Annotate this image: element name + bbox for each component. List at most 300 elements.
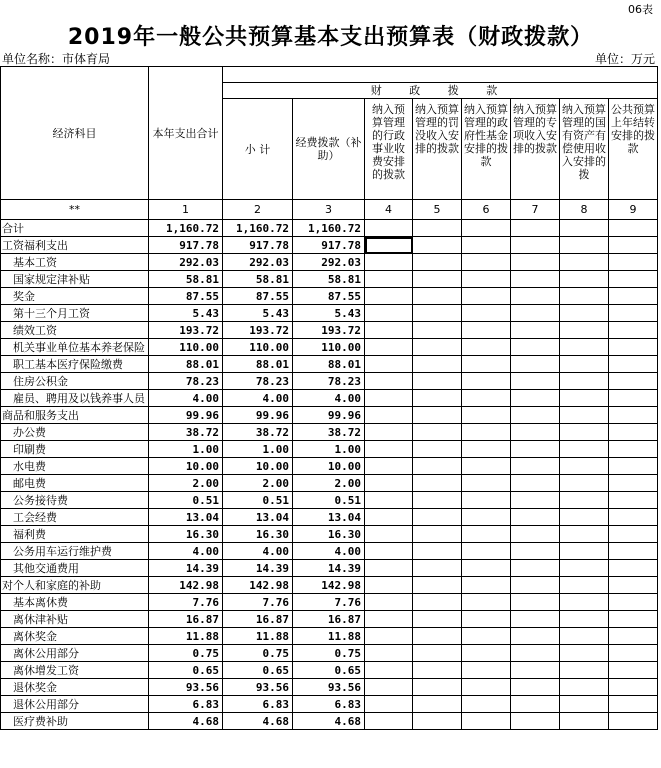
cell-col5[interactable] xyxy=(413,254,462,271)
cell-subject[interactable]: 公务用车运行维护费 xyxy=(1,543,149,560)
cell-col4[interactable] xyxy=(365,458,413,475)
cell-total[interactable]: 2.00 xyxy=(149,475,223,492)
cell-subtotal[interactable]: 4.00 xyxy=(223,543,293,560)
cell-grant[interactable]: 13.04 xyxy=(293,509,365,526)
cell-total[interactable]: 110.00 xyxy=(149,339,223,356)
cell-col6[interactable] xyxy=(462,305,511,322)
cell-grant[interactable]: 38.72 xyxy=(293,424,365,441)
cell-col8[interactable] xyxy=(560,254,609,271)
cell-col9[interactable] xyxy=(609,475,658,492)
cell-col7[interactable] xyxy=(511,509,560,526)
cell-col4[interactable] xyxy=(365,254,413,271)
cell-total[interactable]: 1.00 xyxy=(149,441,223,458)
cell-col7[interactable] xyxy=(511,441,560,458)
cell-col6[interactable] xyxy=(462,645,511,662)
cell-col9[interactable] xyxy=(609,645,658,662)
cell-col5[interactable] xyxy=(413,696,462,713)
cell-col8[interactable] xyxy=(560,424,609,441)
cell-total[interactable]: 87.55 xyxy=(149,288,223,305)
cell-col8[interactable] xyxy=(560,560,609,577)
cell-col6[interactable] xyxy=(462,696,511,713)
cell-col6[interactable] xyxy=(462,492,511,509)
cell-subtotal[interactable]: 917.78 xyxy=(223,237,293,254)
cell-col9[interactable] xyxy=(609,696,658,713)
cell-grant[interactable]: 93.56 xyxy=(293,679,365,696)
cell-col4[interactable] xyxy=(365,220,413,237)
cell-subject[interactable]: 办公费 xyxy=(1,424,149,441)
cell-subtotal[interactable]: 110.00 xyxy=(223,339,293,356)
cell-grant[interactable]: 6.83 xyxy=(293,696,365,713)
cell-col5[interactable] xyxy=(413,322,462,339)
cell-subject[interactable]: 邮电费 xyxy=(1,475,149,492)
cell-col9[interactable] xyxy=(609,492,658,509)
cell-col6[interactable] xyxy=(462,220,511,237)
cell-subtotal[interactable]: 0.75 xyxy=(223,645,293,662)
cell-col9[interactable] xyxy=(609,322,658,339)
cell-grant[interactable]: 1,160.72 xyxy=(293,220,365,237)
cell-col5[interactable] xyxy=(413,424,462,441)
cell-subtotal[interactable]: 0.65 xyxy=(223,662,293,679)
cell-col4[interactable] xyxy=(365,441,413,458)
cell-subject[interactable]: 基本工资 xyxy=(1,254,149,271)
cell-subject[interactable]: 离休津补贴 xyxy=(1,611,149,628)
cell-total[interactable]: 14.39 xyxy=(149,560,223,577)
cell-col6[interactable] xyxy=(462,339,511,356)
cell-col4[interactable] xyxy=(365,713,413,730)
cell-col4[interactable] xyxy=(365,560,413,577)
cell-col7[interactable] xyxy=(511,611,560,628)
cell-col4[interactable] xyxy=(365,339,413,356)
cell-col5[interactable] xyxy=(413,713,462,730)
header-col4[interactable]: 纳入预算管理的行政事业收费安排的拨款 xyxy=(365,99,413,200)
cell-col7[interactable] xyxy=(511,645,560,662)
index-cell[interactable]: 5 xyxy=(413,200,462,220)
cell-total[interactable]: 5.43 xyxy=(149,305,223,322)
cell-col8[interactable] xyxy=(560,645,609,662)
cell-subtotal[interactable]: 16.87 xyxy=(223,611,293,628)
cell-col9[interactable] xyxy=(609,254,658,271)
cell-subtotal[interactable]: 292.03 xyxy=(223,254,293,271)
cell-subject[interactable]: 公务接待费 xyxy=(1,492,149,509)
cell-subtotal[interactable]: 38.72 xyxy=(223,424,293,441)
cell-col6[interactable] xyxy=(462,322,511,339)
cell-col9[interactable] xyxy=(609,356,658,373)
cell-col8[interactable] xyxy=(560,237,609,254)
cell-col9[interactable] xyxy=(609,628,658,645)
cell-col7[interactable] xyxy=(511,237,560,254)
cell-col7[interactable] xyxy=(511,322,560,339)
cell-col8[interactable] xyxy=(560,628,609,645)
cell-col7[interactable] xyxy=(511,475,560,492)
header-col5[interactable]: 纳入预算管理的罚没收入安排的拨款 xyxy=(413,99,462,200)
cell-col6[interactable] xyxy=(462,441,511,458)
cell-total[interactable]: 10.00 xyxy=(149,458,223,475)
index-cell[interactable]: ** xyxy=(1,200,149,220)
cell-col4[interactable] xyxy=(365,492,413,509)
cell-subtotal[interactable]: 87.55 xyxy=(223,288,293,305)
cell-total[interactable]: 13.04 xyxy=(149,509,223,526)
cell-col9[interactable] xyxy=(609,594,658,611)
cell-col6[interactable] xyxy=(462,407,511,424)
cell-col6[interactable] xyxy=(462,560,511,577)
cell-col7[interactable] xyxy=(511,424,560,441)
cell-subject[interactable]: 合计 xyxy=(1,220,149,237)
header-subject[interactable]: 经济科目 xyxy=(1,67,149,200)
cell-col8[interactable] xyxy=(560,390,609,407)
cell-col5[interactable] xyxy=(413,577,462,594)
cell-col8[interactable] xyxy=(560,526,609,543)
cell-total[interactable]: 78.23 xyxy=(149,373,223,390)
cell-col7[interactable] xyxy=(511,305,560,322)
cell-col9[interactable] xyxy=(609,526,658,543)
cell-col4[interactable] xyxy=(365,645,413,662)
cell-col6[interactable] xyxy=(462,254,511,271)
cell-col6[interactable] xyxy=(462,594,511,611)
cell-col4[interactable] xyxy=(365,696,413,713)
cell-col5[interactable] xyxy=(413,560,462,577)
cell-col6[interactable] xyxy=(462,390,511,407)
cell-col8[interactable] xyxy=(560,288,609,305)
cell-subject[interactable]: 离休奖金 xyxy=(1,628,149,645)
cell-total[interactable]: 88.01 xyxy=(149,356,223,373)
index-cell[interactable]: 7 xyxy=(511,200,560,220)
cell-col5[interactable] xyxy=(413,441,462,458)
cell-col9[interactable] xyxy=(609,577,658,594)
cell-grant[interactable]: 14.39 xyxy=(293,560,365,577)
cell-total[interactable]: 16.87 xyxy=(149,611,223,628)
cell-col8[interactable] xyxy=(560,441,609,458)
cell-grant[interactable]: 1.00 xyxy=(293,441,365,458)
cell-col4[interactable] xyxy=(365,611,413,628)
cell-col7[interactable] xyxy=(511,373,560,390)
cell-col7[interactable] xyxy=(511,696,560,713)
cell-grant[interactable]: 58.81 xyxy=(293,271,365,288)
cell-col4[interactable] xyxy=(365,475,413,492)
cell-col4[interactable] xyxy=(365,594,413,611)
cell-total[interactable]: 4.00 xyxy=(149,543,223,560)
header-total[interactable]: 本年支出合计 xyxy=(149,67,223,200)
cell-col9[interactable] xyxy=(609,441,658,458)
header-col6[interactable]: 纳入预算管理的政府性基金安排的拨款 xyxy=(462,99,511,200)
cell-total[interactable]: 6.83 xyxy=(149,696,223,713)
cell-total[interactable]: 0.65 xyxy=(149,662,223,679)
cell-col7[interactable] xyxy=(511,271,560,288)
cell-col8[interactable] xyxy=(560,305,609,322)
cell-col8[interactable] xyxy=(560,458,609,475)
cell-subject[interactable]: 商品和服务支出 xyxy=(1,407,149,424)
cell-subject[interactable]: 住房公积金 xyxy=(1,373,149,390)
cell-grant[interactable]: 4.00 xyxy=(293,543,365,560)
cell-col5[interactable] xyxy=(413,356,462,373)
cell-grant[interactable]: 88.01 xyxy=(293,356,365,373)
selected-cell[interactable] xyxy=(365,237,413,254)
cell-subtotal[interactable]: 7.76 xyxy=(223,594,293,611)
cell-col9[interactable] xyxy=(609,560,658,577)
cell-col5[interactable] xyxy=(413,628,462,645)
cell-col4[interactable] xyxy=(365,271,413,288)
cell-grant[interactable]: 7.76 xyxy=(293,594,365,611)
cell-col5[interactable] xyxy=(413,509,462,526)
cell-subject[interactable]: 福利费 xyxy=(1,526,149,543)
cell-col7[interactable] xyxy=(511,543,560,560)
cell-subject[interactable]: 医疗费补助 xyxy=(1,713,149,730)
cell-col5[interactable] xyxy=(413,662,462,679)
cell-subtotal[interactable]: 193.72 xyxy=(223,322,293,339)
cell-subtotal[interactable]: 1.00 xyxy=(223,441,293,458)
cell-subject[interactable]: 绩效工资 xyxy=(1,322,149,339)
cell-col6[interactable] xyxy=(462,509,511,526)
cell-col7[interactable] xyxy=(511,560,560,577)
index-cell[interactable]: 6 xyxy=(462,200,511,220)
cell-total[interactable]: 0.75 xyxy=(149,645,223,662)
cell-col8[interactable] xyxy=(560,594,609,611)
cell-col8[interactable] xyxy=(560,356,609,373)
cell-col9[interactable] xyxy=(609,373,658,390)
cell-col6[interactable] xyxy=(462,373,511,390)
cell-col4[interactable] xyxy=(365,662,413,679)
cell-total[interactable]: 193.72 xyxy=(149,322,223,339)
cell-total[interactable]: 93.56 xyxy=(149,679,223,696)
cell-subject[interactable]: 奖金 xyxy=(1,288,149,305)
cell-grant[interactable]: 917.78 xyxy=(293,237,365,254)
cell-col6[interactable] xyxy=(462,679,511,696)
cell-subject[interactable]: 其他交通费用 xyxy=(1,560,149,577)
cell-col9[interactable] xyxy=(609,713,658,730)
cell-col7[interactable] xyxy=(511,458,560,475)
cell-grant[interactable]: 5.43 xyxy=(293,305,365,322)
cell-subject[interactable]: 工会经费 xyxy=(1,509,149,526)
cell-subject[interactable]: 离休公用部分 xyxy=(1,645,149,662)
cell-col5[interactable] xyxy=(413,611,462,628)
index-cell[interactable]: 9 xyxy=(609,200,658,220)
cell-grant[interactable]: 10.00 xyxy=(293,458,365,475)
cell-col5[interactable] xyxy=(413,543,462,560)
cell-col7[interactable] xyxy=(511,390,560,407)
cell-subtotal[interactable]: 16.30 xyxy=(223,526,293,543)
cell-col6[interactable] xyxy=(462,458,511,475)
cell-col8[interactable] xyxy=(560,509,609,526)
cell-grant[interactable]: 4.68 xyxy=(293,713,365,730)
cell-col4[interactable] xyxy=(365,424,413,441)
index-cell[interactable]: 8 xyxy=(560,200,609,220)
index-cell[interactable]: 3 xyxy=(293,200,365,220)
cell-subtotal[interactable]: 11.88 xyxy=(223,628,293,645)
cell-col7[interactable] xyxy=(511,339,560,356)
cell-col8[interactable] xyxy=(560,407,609,424)
cell-col9[interactable] xyxy=(609,339,658,356)
cell-col6[interactable] xyxy=(462,237,511,254)
index-cell[interactable]: 2 xyxy=(223,200,293,220)
cell-col9[interactable] xyxy=(609,458,658,475)
cell-col8[interactable] xyxy=(560,611,609,628)
header-subtotal[interactable]: 小 计 xyxy=(223,99,293,200)
cell-col6[interactable] xyxy=(462,424,511,441)
cell-col5[interactable] xyxy=(413,271,462,288)
cell-col9[interactable] xyxy=(609,509,658,526)
cell-col9[interactable] xyxy=(609,237,658,254)
cell-col8[interactable] xyxy=(560,543,609,560)
cell-col4[interactable] xyxy=(365,288,413,305)
cell-subject[interactable]: 退休奖金 xyxy=(1,679,149,696)
cell-subject[interactable]: 水电费 xyxy=(1,458,149,475)
cell-total[interactable]: 16.30 xyxy=(149,526,223,543)
cell-col7[interactable] xyxy=(511,407,560,424)
cell-col9[interactable] xyxy=(609,611,658,628)
cell-col9[interactable] xyxy=(609,424,658,441)
cell-col8[interactable] xyxy=(560,475,609,492)
cell-total[interactable]: 7.76 xyxy=(149,594,223,611)
cell-col5[interactable] xyxy=(413,288,462,305)
cell-col9[interactable] xyxy=(609,543,658,560)
cell-col5[interactable] xyxy=(413,492,462,509)
cell-grant[interactable]: 11.88 xyxy=(293,628,365,645)
cell-subtotal[interactable]: 4.00 xyxy=(223,390,293,407)
cell-col8[interactable] xyxy=(560,696,609,713)
cell-grant[interactable]: 16.30 xyxy=(293,526,365,543)
header-col7[interactable]: 纳入预算管理的专项收入安排的拨款 xyxy=(511,99,560,200)
cell-grant[interactable]: 87.55 xyxy=(293,288,365,305)
cell-col7[interactable] xyxy=(511,628,560,645)
cell-col9[interactable] xyxy=(609,305,658,322)
cell-grant[interactable]: 0.51 xyxy=(293,492,365,509)
header-finance-group[interactable]: 财 政 拨 款 xyxy=(223,83,658,99)
cell-grant[interactable]: 99.96 xyxy=(293,407,365,424)
cell-col5[interactable] xyxy=(413,305,462,322)
cell-col5[interactable] xyxy=(413,526,462,543)
cell-subject[interactable]: 退休公用部分 xyxy=(1,696,149,713)
cell-subtotal[interactable]: 99.96 xyxy=(223,407,293,424)
cell-col7[interactable] xyxy=(511,220,560,237)
cell-col6[interactable] xyxy=(462,526,511,543)
cell-col8[interactable] xyxy=(560,662,609,679)
cell-col4[interactable] xyxy=(365,322,413,339)
cell-total[interactable]: 4.68 xyxy=(149,713,223,730)
cell-col9[interactable] xyxy=(609,390,658,407)
cell-grant[interactable]: 193.72 xyxy=(293,322,365,339)
cell-total[interactable]: 11.88 xyxy=(149,628,223,645)
cell-col4[interactable] xyxy=(365,356,413,373)
cell-col7[interactable] xyxy=(511,254,560,271)
cell-col8[interactable] xyxy=(560,322,609,339)
cell-subject[interactable]: 对个人和家庭的补助 xyxy=(1,577,149,594)
cell-col8[interactable] xyxy=(560,271,609,288)
cell-col4[interactable] xyxy=(365,373,413,390)
cell-col6[interactable] xyxy=(462,577,511,594)
cell-grant[interactable]: 4.00 xyxy=(293,390,365,407)
cell-total[interactable]: 58.81 xyxy=(149,271,223,288)
cell-grant[interactable]: 292.03 xyxy=(293,254,365,271)
header-col9[interactable]: 公共预算上年结转安排的拨款 xyxy=(609,99,658,200)
cell-col7[interactable] xyxy=(511,288,560,305)
cell-subject[interactable]: 职工基本医疗保险缴费 xyxy=(1,356,149,373)
cell-subject[interactable]: 国家规定津补贴 xyxy=(1,271,149,288)
cell-col4[interactable] xyxy=(365,509,413,526)
cell-subtotal[interactable]: 14.39 xyxy=(223,560,293,577)
cell-grant[interactable]: 142.98 xyxy=(293,577,365,594)
cell-col7[interactable] xyxy=(511,356,560,373)
cell-total[interactable]: 142.98 xyxy=(149,577,223,594)
cell-subject[interactable]: 工资福利支出 xyxy=(1,237,149,254)
cell-subject[interactable]: 离休增发工资 xyxy=(1,662,149,679)
cell-subtotal[interactable]: 78.23 xyxy=(223,373,293,390)
cell-col8[interactable] xyxy=(560,577,609,594)
cell-col6[interactable] xyxy=(462,628,511,645)
cell-col5[interactable] xyxy=(413,458,462,475)
cell-total[interactable]: 4.00 xyxy=(149,390,223,407)
cell-subtotal[interactable]: 5.43 xyxy=(223,305,293,322)
cell-col5[interactable] xyxy=(413,339,462,356)
cell-col9[interactable] xyxy=(609,662,658,679)
cell-col6[interactable] xyxy=(462,271,511,288)
cell-subtotal[interactable]: 88.01 xyxy=(223,356,293,373)
header-grant[interactable]: 经费拨款（补助） xyxy=(293,99,365,200)
cell-col8[interactable] xyxy=(560,713,609,730)
cell-subtotal[interactable]: 6.83 xyxy=(223,696,293,713)
cell-col9[interactable] xyxy=(609,679,658,696)
cell-col8[interactable] xyxy=(560,373,609,390)
cell-subject[interactable]: 第十三个月工资 xyxy=(1,305,149,322)
cell-col7[interactable] xyxy=(511,526,560,543)
cell-col7[interactable] xyxy=(511,577,560,594)
cell-subtotal[interactable]: 1,160.72 xyxy=(223,220,293,237)
cell-subject[interactable]: 印刷费 xyxy=(1,441,149,458)
cell-col4[interactable] xyxy=(365,679,413,696)
cell-col4[interactable] xyxy=(365,628,413,645)
cell-col9[interactable] xyxy=(609,407,658,424)
cell-subject[interactable]: 机关事业单位基本养老保险 xyxy=(1,339,149,356)
header-blank[interactable] xyxy=(223,67,658,83)
cell-subtotal[interactable]: 4.68 xyxy=(223,713,293,730)
cell-grant[interactable]: 16.87 xyxy=(293,611,365,628)
cell-subtotal[interactable]: 58.81 xyxy=(223,271,293,288)
cell-col4[interactable] xyxy=(365,577,413,594)
cell-subtotal[interactable]: 2.00 xyxy=(223,475,293,492)
cell-col8[interactable] xyxy=(560,679,609,696)
cell-col6[interactable] xyxy=(462,611,511,628)
cell-col7[interactable] xyxy=(511,713,560,730)
cell-col5[interactable] xyxy=(413,645,462,662)
cell-col6[interactable] xyxy=(462,475,511,492)
cell-col5[interactable] xyxy=(413,390,462,407)
cell-total[interactable]: 0.51 xyxy=(149,492,223,509)
cell-col8[interactable] xyxy=(560,220,609,237)
cell-col6[interactable] xyxy=(462,288,511,305)
index-cell[interactable]: 1 xyxy=(149,200,223,220)
index-cell[interactable]: 4 xyxy=(365,200,413,220)
cell-total[interactable]: 38.72 xyxy=(149,424,223,441)
cell-col7[interactable] xyxy=(511,662,560,679)
cell-col5[interactable] xyxy=(413,237,462,254)
cell-col6[interactable] xyxy=(462,662,511,679)
cell-subtotal[interactable]: 0.51 xyxy=(223,492,293,509)
cell-col7[interactable] xyxy=(511,492,560,509)
cell-col4[interactable] xyxy=(365,305,413,322)
cell-subtotal[interactable]: 10.00 xyxy=(223,458,293,475)
cell-grant[interactable]: 2.00 xyxy=(293,475,365,492)
cell-subject[interactable]: 基本离休费 xyxy=(1,594,149,611)
cell-col7[interactable] xyxy=(511,594,560,611)
cell-col4[interactable] xyxy=(365,526,413,543)
cell-total[interactable]: 99.96 xyxy=(149,407,223,424)
cell-col5[interactable] xyxy=(413,475,462,492)
cell-col6[interactable] xyxy=(462,543,511,560)
cell-col5[interactable] xyxy=(413,407,462,424)
cell-grant[interactable]: 0.65 xyxy=(293,662,365,679)
cell-col8[interactable] xyxy=(560,339,609,356)
cell-total[interactable]: 292.03 xyxy=(149,254,223,271)
cell-col7[interactable] xyxy=(511,679,560,696)
cell-col6[interactable] xyxy=(462,356,511,373)
